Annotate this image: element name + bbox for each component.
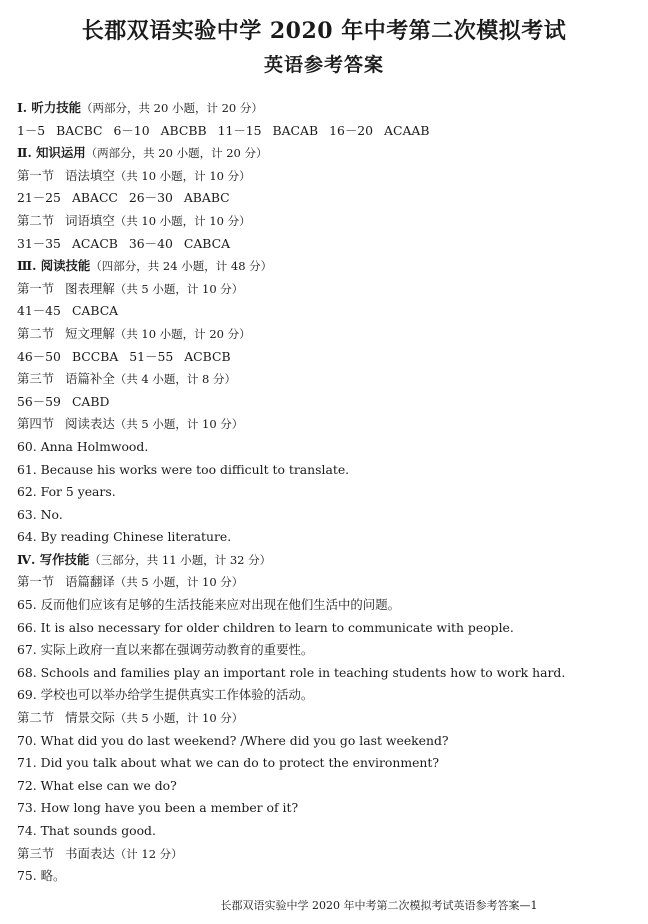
text-line <box>17 730 637 753</box>
subsection-note: （计 12 分） <box>114 846 183 861</box>
answer-range: 46－50 <box>17 348 61 364</box>
answer-range: 26－30 <box>128 190 173 206</box>
answers-line <box>17 391 637 414</box>
section-heading: Ⅱ. 知识运用 <box>17 145 86 161</box>
section-heading: Ⅳ. 写作技能 <box>17 551 90 567</box>
text-line <box>17 617 637 640</box>
section-line <box>17 549 637 572</box>
text-line <box>17 436 637 459</box>
answer-range: 31－35 <box>17 235 61 251</box>
text-line <box>17 481 637 504</box>
answer-range: 11－15 <box>217 122 262 138</box>
answer-range: 56－59 <box>17 393 61 409</box>
answer-letters: ACAAB <box>384 122 430 138</box>
subsection-line <box>17 707 637 730</box>
text-line <box>17 662 637 685</box>
subsection-note: （共 5 小题，计 10 分） <box>114 281 244 296</box>
subsection-line <box>17 210 637 233</box>
answer-text: 75. 略。 <box>17 868 66 884</box>
answer-letters: CABCA <box>183 235 231 251</box>
answer-range: 36－40 <box>128 235 173 251</box>
subsection-line <box>17 278 637 301</box>
document-title: 长郡双语实验中学 2020 年中考第二次模拟考试 <box>81 18 567 44</box>
subsection-name: 情景交际 <box>65 710 115 726</box>
answer-text: 61. Because his works were too difficult to translate. <box>17 461 350 477</box>
subsection-heading: 第一节 <box>17 167 55 183</box>
text-line <box>17 459 637 482</box>
subsection-heading: 第二节 <box>17 710 55 726</box>
page-footer: 长郡双语实验中学 2020 年中考第二次模拟考试英语参考答案—1 <box>220 899 538 912</box>
answer-letters: BACAB <box>272 122 319 138</box>
subsection-line <box>17 843 637 866</box>
answer-text: 74. That sounds good. <box>17 823 156 838</box>
subsection-name: 语篇翻译 <box>65 574 115 590</box>
answer-text: 71. Did you talk about what we can do to protect the environment? <box>17 755 440 771</box>
subsection-note: （共 10 小题，计 20 分） <box>114 326 251 341</box>
answer-letters: ABABC <box>183 190 230 206</box>
answer-letters: CABCA <box>71 303 119 319</box>
text-line <box>17 797 637 820</box>
subsection-note: （共 5 小题，计 10 分） <box>114 575 244 590</box>
subsection-heading: 第一节 <box>17 574 55 590</box>
section-note: （两部分，共 20 小题，计 20 分） <box>85 146 268 161</box>
answers-line <box>17 233 637 256</box>
answers-line <box>17 346 637 369</box>
text-line <box>17 504 637 527</box>
subsection-heading: 第三节 <box>17 371 55 387</box>
answer-range: 1－5 <box>17 122 46 138</box>
answer-range: 51－55 <box>129 348 174 364</box>
answer-text: 66. It is also necessary for older children to learn to communicate with people. <box>17 619 514 635</box>
text-line <box>17 752 637 775</box>
answer-letters: ABACC <box>71 190 118 206</box>
section-note: （两部分，共 20 小题，计 20 分） <box>81 101 263 115</box>
subsection-name: 图表理解 <box>65 280 115 296</box>
answer-text: 65. 反而他们应该有足够的生活技能来应对出现在他们生活中的问题。 <box>17 597 400 613</box>
answer-text: 73. How long have you been a member of it? <box>17 800 299 816</box>
text-line <box>17 639 637 662</box>
answer-range: 41－45 <box>17 303 61 319</box>
section-heading: Ⅲ. 阅读技能 <box>17 258 91 274</box>
answer-letters: ABCBB <box>160 122 207 138</box>
subsection-heading: 第二节 <box>17 212 55 228</box>
section-note: （三部分，共 11 小题，计 32 分） <box>89 552 272 567</box>
answers-line <box>17 120 637 143</box>
answer-text: 60. Anna Holmwood. <box>17 438 149 454</box>
answer-text: 67. 实际上政府一直以来都在强调劳动教育的重要性。 <box>17 642 314 658</box>
subsection-heading: 第二节 <box>17 325 55 341</box>
text-line <box>17 775 637 798</box>
answer-range: 16－20 <box>329 122 374 138</box>
subsection-note: （共 10 小题，计 10 分） <box>114 168 251 183</box>
text-line <box>17 820 637 843</box>
subsection-note: （共 10 小题，计 10 分） <box>114 213 251 228</box>
subsection-line <box>17 571 637 594</box>
answer-letters: BACBC <box>56 122 103 138</box>
answer-text: 62. For 5 years. <box>17 484 116 500</box>
answer-text: 70. What did you do last weekend? /Where did you go last weekend? <box>17 732 449 748</box>
subsection-note: （共 5 小题，计 10 分） <box>114 417 244 432</box>
subsection-note: （共 5 小题，计 10 分） <box>114 711 244 726</box>
subsection-line <box>17 413 637 436</box>
answers-line <box>17 187 637 210</box>
subsection-heading: 第三节 <box>17 845 55 861</box>
subsection-line <box>17 368 637 391</box>
section-line <box>17 97 637 120</box>
section-heading: Ⅰ. 听力技能 <box>17 100 81 115</box>
section-line <box>17 142 637 165</box>
subsection-name: 阅读表达 <box>65 416 115 432</box>
answer-key-body <box>17 97 637 888</box>
answer-text: 68. Schools and families play an important role in teaching students how to work hard. <box>17 664 566 680</box>
subsection-name: 词语填空 <box>65 212 115 228</box>
answer-range: 6－10 <box>113 122 150 138</box>
subsection-name: 语篇补全 <box>65 371 115 387</box>
answers-line <box>17 300 637 323</box>
subsection-note: （共 4 小题，计 8 分） <box>114 372 236 387</box>
answer-text: 72. What else can we do? <box>17 777 177 793</box>
text-line <box>17 526 637 549</box>
subsection-line <box>17 165 637 188</box>
text-line <box>17 865 637 888</box>
subsection-line <box>17 323 637 346</box>
answer-letters: ACBCB <box>184 348 231 364</box>
answer-range: 21－25 <box>17 190 61 206</box>
answer-letters: CABD <box>71 393 110 409</box>
answer-text: 63. No. <box>17 506 63 522</box>
subsection-name: 语法填空 <box>65 167 115 183</box>
subsection-name: 书面表达 <box>65 845 115 861</box>
answer-text: 69. 学校也可以举办给学生提供真实工作体验的活动。 <box>17 687 314 703</box>
answer-text: 64. By reading Chinese literature. <box>17 529 232 545</box>
subsection-heading: 第四节 <box>17 416 55 432</box>
answer-letters: ACACB <box>71 235 118 251</box>
subsection-name: 短文理解 <box>65 325 115 341</box>
text-line <box>17 594 637 617</box>
subsection-heading: 第一节 <box>17 280 55 296</box>
answer-letters: BCCBA <box>71 348 119 364</box>
text-line <box>17 684 637 707</box>
section-line <box>17 255 637 278</box>
section-note: （四部分，共 24 小题，计 48 分） <box>90 259 273 274</box>
document-subtitle: 英语参考答案 <box>263 54 384 76</box>
